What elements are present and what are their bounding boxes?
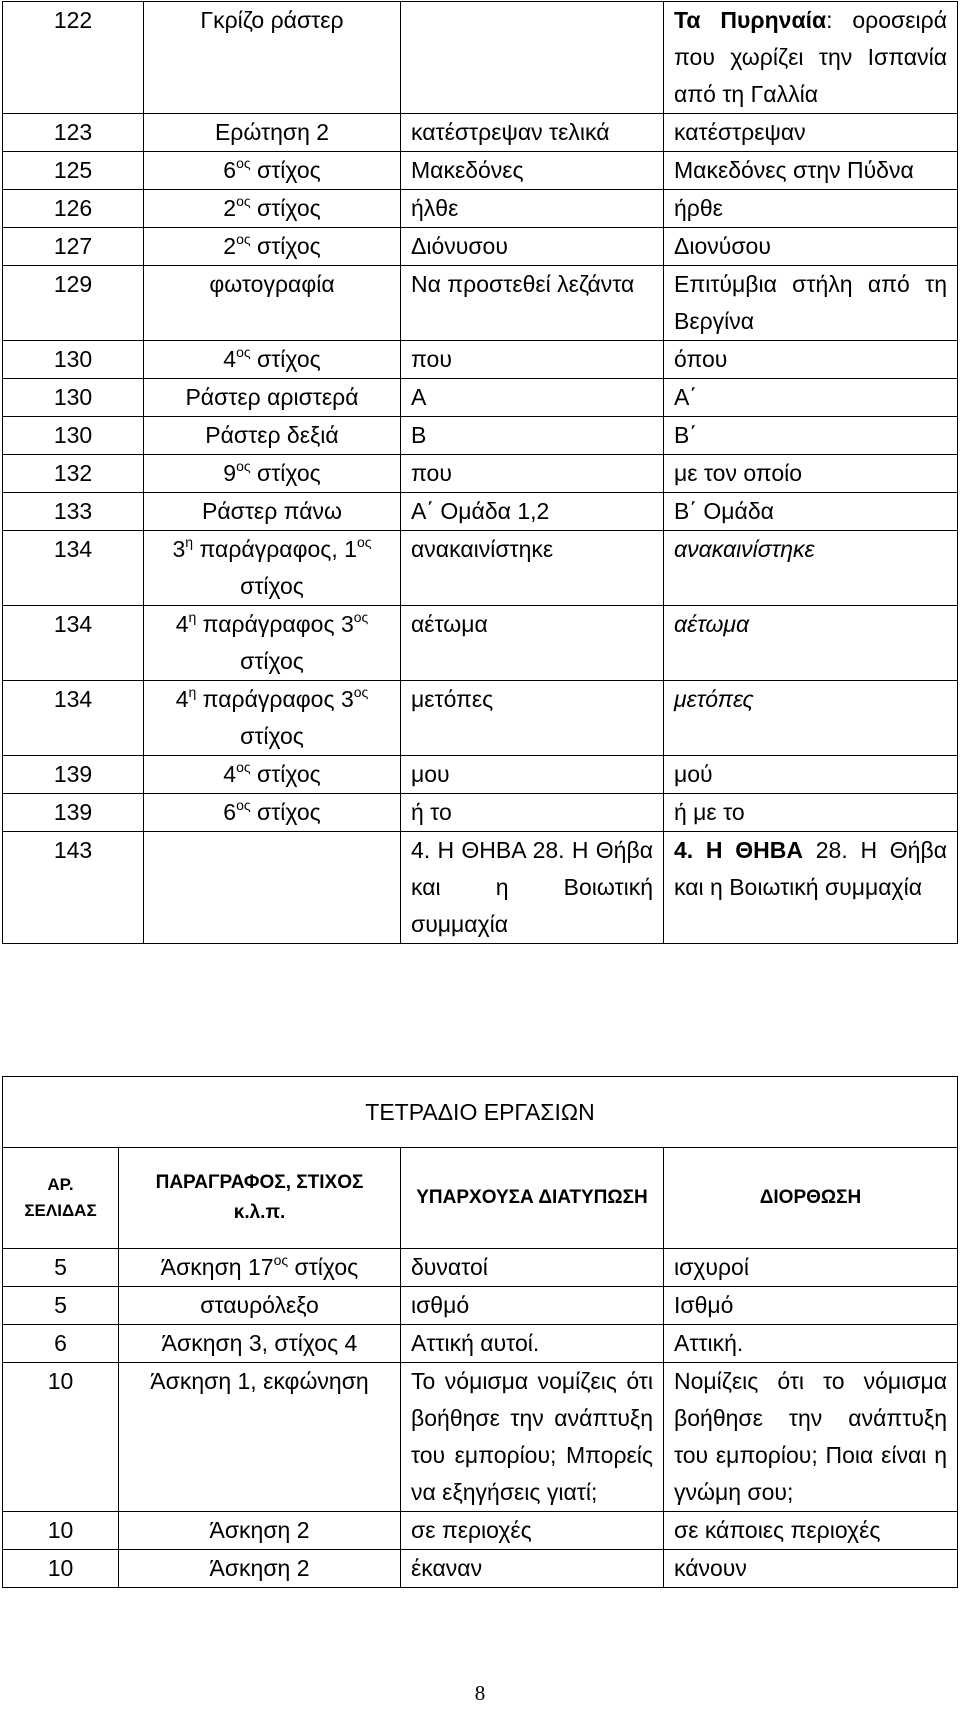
errata-row <box>3 455 958 493</box>
errata-row <box>3 832 958 944</box>
correction-text: όπου <box>674 346 728 372</box>
paragraph-text: Άσκηση 2 <box>209 1517 310 1543</box>
paragraph-text: στίχος <box>250 346 321 372</box>
workbook-header-row <box>3 1148 958 1249</box>
correction-text: 28. Η Θήβα και η Βοιωτική συμμαχία <box>674 837 948 900</box>
paragraph-cell <box>144 493 401 531</box>
workbook-row <box>3 1249 958 1287</box>
workbook-row <box>3 1512 958 1550</box>
errata-row <box>3 341 958 379</box>
workbook-row <box>3 1550 958 1588</box>
paragraph-text: Ερώτηση 2 <box>214 119 330 145</box>
paragraph-text: παράγραφος, 1 <box>193 536 357 562</box>
paragraph-ordinal: ος <box>236 193 251 209</box>
paragraph-ordinal: ος <box>273 1252 289 1268</box>
correction-bold-text: 4. Η ΘΗΒΑ <box>674 837 803 863</box>
page-cell: 133 <box>3 493 144 531</box>
existing-cell: Α <box>401 379 664 417</box>
paragraph-text: παράγραφος 3 <box>196 686 354 712</box>
paragraph-number: 4 <box>223 761 237 787</box>
paragraph-cell <box>144 531 401 606</box>
workbook-table-body <box>3 1077 958 1588</box>
paragraph-number: 4 <box>175 611 189 637</box>
correction-cell <box>664 606 958 681</box>
existing-cell: ήλθε <box>401 190 664 228</box>
workbook-row <box>3 1287 958 1325</box>
paragraph-cell <box>144 190 401 228</box>
errata-row <box>3 794 958 832</box>
errata-row <box>3 756 958 794</box>
page-cell: 139 <box>3 756 144 794</box>
existing-cell: σε περιοχές <box>401 1512 664 1550</box>
paragraph-text: στίχος <box>288 1254 359 1280</box>
correction-cell <box>664 1512 958 1550</box>
correction-cell <box>664 341 958 379</box>
page-cell: 130 <box>3 379 144 417</box>
paragraph-number: Άσκηση 17 <box>160 1254 274 1280</box>
existing-cell: μετόπες <box>401 681 664 756</box>
paragraph-cell <box>144 681 401 756</box>
paragraph-text: Άσκηση 3, στίχος 4 <box>161 1330 358 1356</box>
correction-text: μετόπες <box>674 686 754 712</box>
existing-cell: Να προστεθεί λεζάντα <box>401 266 664 341</box>
existing-cell: δυνατοί <box>401 1249 664 1287</box>
page-cell: 134 <box>3 606 144 681</box>
page-cell: 134 <box>3 681 144 756</box>
correction-text: Β΄ <box>674 422 697 448</box>
page-cell: 10 <box>3 1363 119 1512</box>
correction-text: Νομίζεις ότι το νόμισμα βοήθησε την ανάπτυξη του εμπορίου; Ποια είναι η γνώμη σου; <box>674 1368 948 1505</box>
workbook-row <box>3 1363 958 1512</box>
errata-row <box>3 417 958 455</box>
correction-text: Β΄ Ομάδα <box>674 498 774 524</box>
correction-cell <box>664 228 958 266</box>
paragraph-ordinal: ος <box>236 759 251 775</box>
paragraph-cell <box>144 228 401 266</box>
errata-table <box>2 1 958 944</box>
paragraph-ordinal: ος <box>236 344 251 360</box>
paragraph-text: Ράστερ πάνω <box>202 498 342 524</box>
existing-cell: κατέστρεψαν τελικά <box>401 114 664 152</box>
page-cell: 139 <box>3 794 144 832</box>
correction-cell <box>664 379 958 417</box>
existing-cell: που <box>401 455 664 493</box>
page-cell: 5 <box>3 1249 119 1287</box>
existing-cell: που <box>401 341 664 379</box>
paragraph-cell <box>144 455 401 493</box>
existing-cell: ανακαινίστηκε <box>401 531 664 606</box>
errata-row <box>3 114 958 152</box>
correction-text: Διονύσου <box>674 233 771 259</box>
correction-cell <box>664 1550 958 1588</box>
paragraph-text: παράγραφος 3 <box>196 611 354 637</box>
existing-cell: Διόνυσου <box>401 228 664 266</box>
paragraph-ordinal: ος <box>236 231 251 247</box>
paragraph-cell <box>144 832 401 944</box>
page-cell: 125 <box>3 152 144 190</box>
paragraph-text: στίχος <box>250 761 321 787</box>
workbook-row <box>3 1325 958 1363</box>
paragraph-cell <box>119 1287 401 1325</box>
page-cell: 10 <box>3 1550 119 1588</box>
workbook-title-row <box>3 1077 958 1148</box>
existing-cell: ισθμό <box>401 1287 664 1325</box>
correction-text: Α΄ <box>674 384 697 410</box>
existing-cell: Μακεδόνες <box>401 152 664 190</box>
errata-row <box>3 493 958 531</box>
correction-cell <box>664 493 958 531</box>
correction-text: ισχυροί <box>674 1254 749 1280</box>
existing-cell: μου <box>401 756 664 794</box>
existing-cell: 4. Η ΘΗΒΑ 28. Η Θήβα και η Βοιωτική συμμαχία <box>401 832 664 944</box>
paragraph-text: Ράστερ αριστερά <box>185 384 359 410</box>
correction-text: Μακεδόνες στην Πύδνα <box>674 157 914 183</box>
paragraph-ordinal: ος <box>356 534 372 550</box>
page-cell: 130 <box>3 341 144 379</box>
paragraph-text: στίχος <box>240 723 304 749</box>
correction-text: αέτωμα <box>674 611 750 637</box>
paragraph-cell <box>144 794 401 832</box>
correction-cell <box>664 190 958 228</box>
workbook-table <box>2 1076 958 1588</box>
page-cell: 10 <box>3 1512 119 1550</box>
correction-cell <box>664 417 958 455</box>
page-cell: 143 <box>3 832 144 944</box>
header-correction: ΔΙΟΡΘΩΣΗ <box>664 1148 958 1249</box>
correction-cell <box>664 152 958 190</box>
paragraph-cell <box>144 379 401 417</box>
paragraph-text: στίχος <box>250 233 321 259</box>
correction-cell <box>664 2 958 114</box>
paragraph-cell <box>119 1550 401 1588</box>
paragraph-text: Άσκηση 2 <box>209 1555 310 1581</box>
page-cell: 122 <box>3 2 144 114</box>
paragraph-ordinal: ος <box>353 609 369 625</box>
correction-cell <box>664 756 958 794</box>
correction-text: σε κάποιες περιοχές <box>674 1517 881 1543</box>
errata-row <box>3 266 958 341</box>
paragraph-ordinal: ος <box>236 458 251 474</box>
paragraph-text: Γκρίζο ράστερ <box>200 7 344 33</box>
paragraph-ordinal: η <box>188 609 197 625</box>
page-cell: 6 <box>3 1325 119 1363</box>
existing-cell <box>401 2 664 114</box>
correction-cell <box>664 832 958 944</box>
paragraph-ordinal: ος <box>236 155 251 171</box>
page-cell: 126 <box>3 190 144 228</box>
correction-cell <box>664 681 958 756</box>
correction-cell <box>664 794 958 832</box>
paragraph-ordinal: ος <box>353 684 369 700</box>
correction-cell <box>664 455 958 493</box>
existing-cell: Το νόμισμα νομίζεις ότι βοήθησε την ανάπτυξη του εμπορίου; Μπορείς να εξηγήσεις γιατί; <box>401 1363 664 1512</box>
paragraph-text: Ράστερ δεξιά <box>205 422 339 448</box>
correction-cell <box>664 1363 958 1512</box>
paragraph-number: 6 <box>223 799 237 825</box>
correction-cell <box>664 1287 958 1325</box>
paragraph-number: 2 <box>223 233 237 259</box>
correction-text: : οροσειρά που χωρίζει την Ισπανία από τη Γαλλία <box>674 7 947 107</box>
correction-text: Ισθμό <box>674 1292 734 1318</box>
paragraph-number: 2 <box>223 195 237 221</box>
existing-cell: Α΄ Ομάδα 1,2 <box>401 493 664 531</box>
paragraph-text: Άσκηση 1, εκφώνηση <box>150 1368 369 1394</box>
paragraph-text: στίχος <box>250 195 321 221</box>
errata-row <box>3 681 958 756</box>
existing-cell: αέτωμα <box>401 606 664 681</box>
page-number: 8 <box>474 1681 486 1705</box>
paragraph-cell <box>144 2 401 114</box>
existing-cell: Αττική αυτοί. <box>401 1325 664 1363</box>
paragraph-cell <box>119 1512 401 1550</box>
errata-row <box>3 379 958 417</box>
errata-row <box>3 606 958 681</box>
page-cell: 132 <box>3 455 144 493</box>
errata-row <box>3 152 958 190</box>
header-page: ΑΡ. ΣΕΛΙΔΑΣ <box>3 1148 119 1249</box>
paragraph-cell <box>119 1325 401 1363</box>
paragraph-ordinal: ος <box>236 797 251 813</box>
page-cell: 123 <box>3 114 144 152</box>
page-cell: 127 <box>3 228 144 266</box>
paragraph-text: φωτογραφία <box>209 271 335 297</box>
paragraph-cell <box>144 114 401 152</box>
paragraph-text: στίχος <box>250 799 321 825</box>
paragraph-cell <box>144 341 401 379</box>
correction-bold-text: Τα Πυρηναία <box>674 7 827 33</box>
paragraph-cell <box>144 152 401 190</box>
correction-text: Επιτύμβια στήλη από τη Βεργίνα <box>674 271 947 334</box>
paragraph-ordinal: η <box>185 534 194 550</box>
paragraph-number: 9 <box>223 460 237 486</box>
paragraph-text: σταυρόλεξο <box>200 1292 319 1318</box>
paragraph-text: στίχος <box>250 157 321 183</box>
correction-text: κατέστρεψαν <box>674 119 806 145</box>
paragraph-cell <box>119 1363 401 1512</box>
correction-text: Αττική. <box>674 1330 744 1356</box>
errata-row <box>3 228 958 266</box>
correction-text: κάνουν <box>674 1555 747 1581</box>
existing-cell: ή το <box>401 794 664 832</box>
workbook-title: ΤΕΤΡΑΔΙΟ ΕΡΓΑΣΙΩΝ <box>3 1077 958 1148</box>
page-cell: 5 <box>3 1287 119 1325</box>
paragraph-number: 4 <box>223 346 237 372</box>
correction-text: μού <box>674 761 713 787</box>
correction-text: ανακαινίστηκε <box>674 536 815 562</box>
paragraph-number: 4 <box>175 686 189 712</box>
paragraph-cell <box>144 606 401 681</box>
header-existing: ΥΠΑΡΧΟΥΣΑ ΔΙΑΤΥΠΩΣΗ <box>401 1148 664 1249</box>
errata-row <box>3 190 958 228</box>
paragraph-text: στίχος <box>240 648 304 674</box>
correction-cell <box>664 531 958 606</box>
correction-text: με τον οποίο <box>674 460 803 486</box>
paragraph-cell <box>144 417 401 455</box>
errata-row <box>3 531 958 606</box>
paragraph-number: 3 <box>172 536 186 562</box>
paragraph-cell <box>144 266 401 341</box>
paragraph-ordinal: η <box>188 684 197 700</box>
paragraph-cell <box>119 1249 401 1287</box>
page-cell: 129 <box>3 266 144 341</box>
errata-table-body <box>3 2 958 944</box>
paragraph-text: στίχος <box>250 460 321 486</box>
paragraph-number: 6 <box>223 157 237 183</box>
correction-cell <box>664 1249 958 1287</box>
correction-cell <box>664 266 958 341</box>
errata-row <box>3 2 958 114</box>
correction-text: ή με το <box>674 799 745 825</box>
page-cell: 130 <box>3 417 144 455</box>
header-paragraph: ΠΑΡΑΓΡΑΦΟΣ, ΣΤΙΧΟΣ κ.λ.π. <box>119 1148 401 1249</box>
existing-cell: έκαναν <box>401 1550 664 1588</box>
paragraph-cell <box>144 756 401 794</box>
correction-cell <box>664 114 958 152</box>
correction-text: ήρθε <box>674 195 723 221</box>
existing-cell: Β <box>401 417 664 455</box>
paragraph-text: στίχος <box>240 573 304 599</box>
page-cell: 134 <box>3 531 144 606</box>
correction-cell <box>664 1325 958 1363</box>
